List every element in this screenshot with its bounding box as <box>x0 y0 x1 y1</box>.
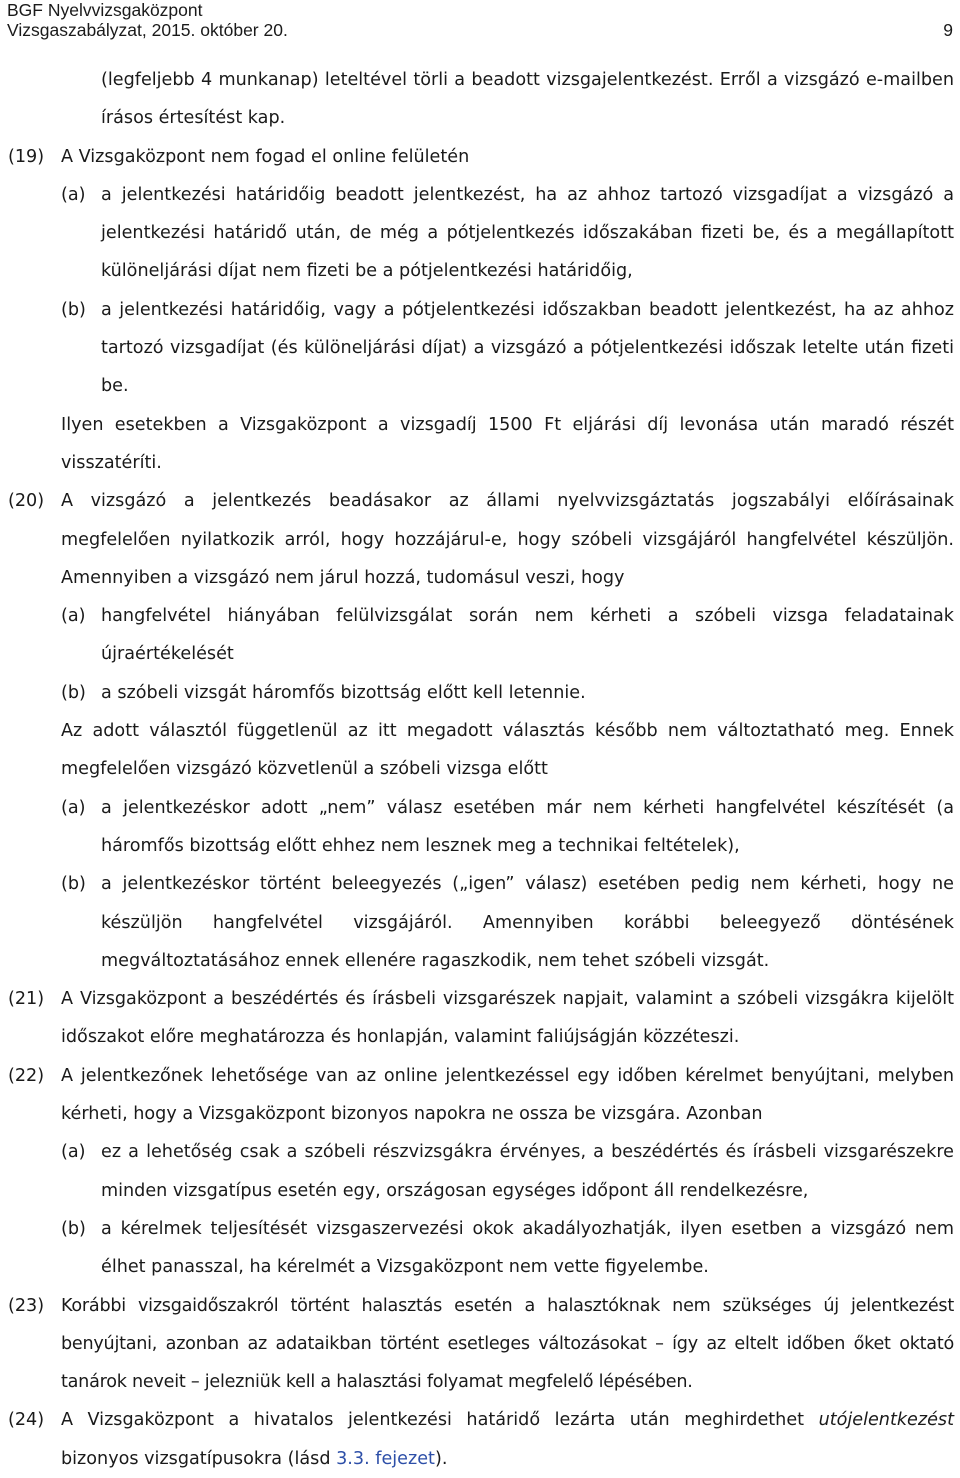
item-label: (b) <box>61 874 86 895</box>
section-20-middle: Az adott választól függetlenül az itt megadott választás később nem változtatható meg. Ennek megfelelően vizsgázó közvetlenül a szóbeli vizsga előtt <box>61 721 954 780</box>
item-text: a jelentkezéskor történt beleegyezés („igen” válasz) esetében pedig nem kérheti, hogy ne készüljön hangfelvétel vizsgájáról. Amennyiben korábbi beleegyező döntésének megváltoztatásához ennek ellenére ragaszkodik, nem tehet szóbeli vizsgát. <box>101 874 954 971</box>
section-19 <box>8 138 954 176</box>
section-24-text <box>61 1401 954 1478</box>
section-19-outro: Ilyen esetekben a Vizsgaközpont a vizsgadíj 1500 Ft eljárási díj levonása után maradó részét visszatéríti. <box>61 414 954 473</box>
section-24-text-part2: bizonyos vizsgatípusokra (lásd <box>61 1448 331 1469</box>
section-number: (23) <box>8 1295 45 1316</box>
section-number: (24) <box>8 1410 45 1431</box>
section-23-text: Korábbi vizsgaidőszakról történt halasztás esetén a halasztóknak nem szükséges új jelentkezést benyújtani, azonban az adataikban történt esetleges változásokat – így az eltelt időben őket oktató tanárok neveit – jelezniük kell a halasztási folyamat megfelelő lépésében. <box>61 1295 954 1393</box>
section-24 <box>8 1401 954 1478</box>
section-number: (20) <box>8 491 45 512</box>
chapter-reference-link[interactable]: 3.3. fejezet <box>336 1448 435 1469</box>
item-text: a jelentkezési határidőig beadott jelentkezést, ha az ahhoz tartozó vizsgadíjat a vizsgázó a jelentkezési határidő után, de még a pótjelentkezés időszakában fizeti be, és a megállapított különeljárási díjat nem fizeti be a pótjelentkezési határidőig, <box>101 184 954 282</box>
item-label: (b) <box>61 299 86 320</box>
item-text: hangfelvétel hiányában felülvizsgálat során nem kérheti a szóbeli vizsga feladatainak újraértékelését <box>101 606 954 665</box>
page-number: 9 <box>943 20 953 40</box>
item-text: a jelentkezési határidőig, vagy a pótjelentkezési időszakban beadott jelentkezést, ha az ahhoz tartozó vizsgadíjat (és különeljárási díjat) a vizsgázó a pótjelentkezési időszak letelte után fizeti be. <box>101 299 954 397</box>
section-18-continuation: (legfeljebb 4 munkanap) leteltével törli a beadott vizsgajelentkezést. Erről a vizsgázó e-mailben írásos értesítést kap. <box>101 70 954 129</box>
section-19-intro: A Vizsgaközpont nem fogad el online felületén <box>61 146 470 167</box>
section-19-item-a <box>8 176 954 291</box>
item-label: (b) <box>61 682 86 703</box>
item-label: (a) <box>61 1142 86 1163</box>
section-22-intro: A jelentkezőnek lehetősége van az online jelentkezéssel egy időben kérelmet benyújtani, melyben kérheti, hogy a Vizsgaközpont bizonyos napokra ne ossza be vizsgára. Azonban <box>61 1065 954 1125</box>
section-21 <box>8 980 954 1057</box>
page-header <box>7 0 953 40</box>
item-label: (b) <box>61 1218 86 1239</box>
item-text: a szóbeli vizsgát háromfős bizottság előtt kell letennie. <box>101 682 586 703</box>
section-20-item-b <box>8 674 954 712</box>
section-number: (21) <box>8 989 45 1010</box>
section-number: (19) <box>8 146 45 167</box>
item-text: ez a lehetőség csak a szóbeli részvizsgákra érvényes, a beszédértés és írásbeli vizsgarészekre minden vizsgatípus esetén egy, országosan egységes időpont áll rendelkezésre, <box>101 1142 954 1201</box>
section-21-text: A Vizsgaközpont a beszédértés és írásbeli vizsgarészek napjait, valamint a szóbeli vizsgákra kijelölt időszakot előre meghatározza és honlapján, valamint faliújságján közzéteszi. <box>61 989 954 1048</box>
section-20-intro: A vizsgázó a jelentkezés beadásakor az állami nyelvvizsgáztatás jogszabályi előírásainak megfelelően nyilatkozik arról, hogy hozzájárul-e, hogy szóbeli vizsgájáról hangfelvétel készüljön. Amennyiben a vizsgázó nem járul hozzá, tudomásul veszi, hogy <box>61 491 954 588</box>
header-org: BGF Nyelvvizsgaközpont <box>7 0 203 20</box>
item-label: (a) <box>61 606 86 627</box>
section-20-item-c <box>8 789 954 866</box>
item-text: a jelentkezéskor adott „nem” válasz esetében már nem kérheti hangfelvétel készítését (a háromfős bizottság előtt ehhez nem lesznek meg a technikai feltételek), <box>101 797 954 856</box>
header-document-title: Vizsgaszabályzat, 2015. október 20. <box>7 20 288 40</box>
item-text: a kérelmek teljesítését vizsgaszervezési okok akadályozhatják, ilyen esetben a vizsgázó nem élhet panasszal, ha kérelmét a Vizsgaközpont nem vette figyelembe. <box>101 1218 954 1278</box>
item-label: (a) <box>61 797 86 818</box>
document-body <box>8 61 954 1478</box>
section-20 <box>8 482 954 597</box>
section-22-item-b <box>8 1210 954 1287</box>
section-24-text-part3: ). <box>434 1448 448 1469</box>
section-22-item-a <box>8 1133 954 1210</box>
term-utojelentkezes: utójelentkezést <box>818 1410 954 1431</box>
section-23 <box>8 1287 954 1402</box>
section-22 <box>8 1057 954 1134</box>
section-20-item-a <box>8 597 954 674</box>
section-19-item-b <box>8 291 954 406</box>
section-20-item-d <box>8 865 954 980</box>
item-label: (a) <box>61 184 86 205</box>
section-24-text-part1: A Vizsgaközpont a hivatalos jelentkezési határidő lezárta után meghirdethet <box>61 1410 805 1431</box>
section-number: (22) <box>8 1065 45 1086</box>
